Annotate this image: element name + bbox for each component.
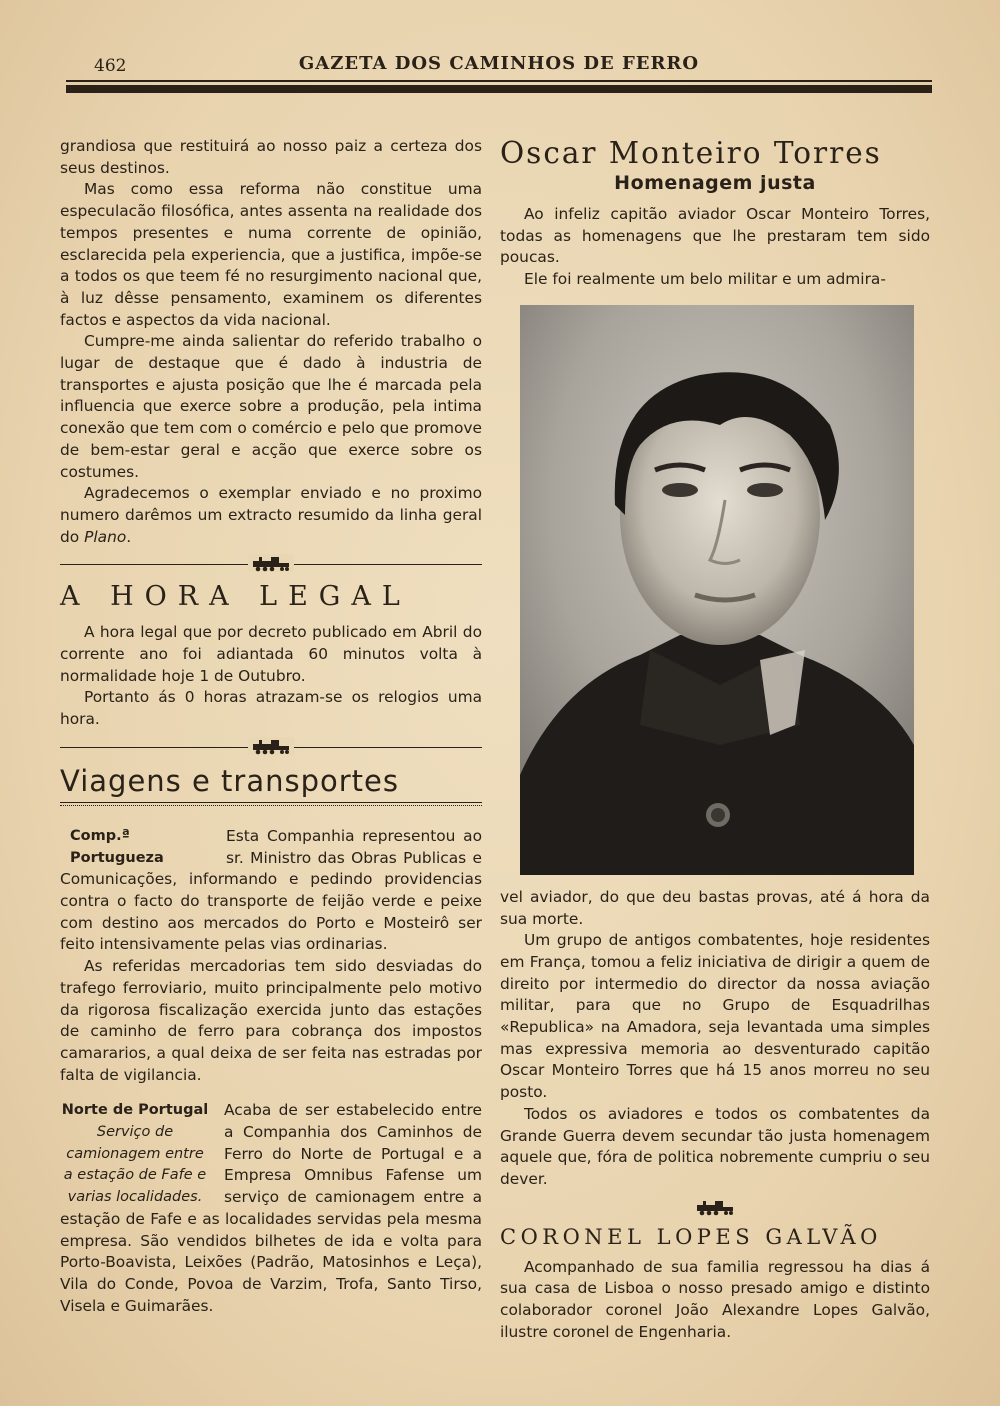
hora-paragraph-1: A hora legal que por decreto publicado em Abril do corrente ano foi adiantada 60 minutos volta à normalidade hoje 1 de Outubro. xyxy=(60,623,482,685)
oscar-paragraph-2b: vel aviador, do que deu bastas provas, até á hora da sua morte. xyxy=(500,887,930,928)
left-column xyxy=(60,136,482,1317)
item-paragraph: As referidas mercadorias tem sido desviadas do trafego ferroviario, muito principalmente pelo motivo da rigorosa fiscalização exercida junto das estações de caminho de ferro para cobrança dos impostos camararios, a qual deixa de ser feita nas estradas por falta de vigilancia. xyxy=(60,957,482,1084)
hora-paragraph-2: Portanto ás 0 horas atrazam-se os relogios uma hora. xyxy=(60,688,482,729)
intro-paragraph-4 xyxy=(60,483,482,548)
item-norte-de-portugal xyxy=(60,1100,482,1317)
locomotive-icon xyxy=(248,554,294,572)
item-companhia-portugueza xyxy=(60,826,482,1086)
viagens-heading: Viagens e transportes xyxy=(60,763,399,798)
locomotive-icon xyxy=(692,1198,738,1216)
item-paragraph: Acaba de ser estabelecido entre a Companhia dos Caminhos de Ferro do Norte de Portugal e a Empresa Omnibus Fafense um serviço de camionagem entre a estação de Fafe e as localidades servidas pela mesma empresa. São vendidos bilhetes de ida e volta para Porto-Boavista, Leixões (Padrão, Matosinhos e Leça), Vila do Conde, Povoa de Varzim, Trofa, Santo Tirso, Visela e Guimarães. xyxy=(60,1101,482,1315)
coronel-heading: CORONEL LOPES GALVÃO xyxy=(500,1224,882,1249)
intro-paragraph-2: Mas como essa reforma não constitue uma especulacão filosófica, antes assenta na realidade dos tempos presentes e numa corrente de opinião, esclarecida pela experiencia, que a justifica, impõe-se a todos os que teem fé no resurgimento nacional que, à luz dêsse pensamento, examinem os diferentes factos e aspectos da vida nacional. xyxy=(60,180,482,329)
item-sublabel: Serviço de camionagem entre a estação de Fafe e varias localidades. xyxy=(63,1124,207,1206)
section-divider xyxy=(60,736,482,758)
oscar-paragraph-1: Ao infeliz capitão aviador Oscar Monteiro Torres, todas as homenagens que lhe prestaram tem sido poucas. xyxy=(500,205,930,267)
portrait-photo xyxy=(520,305,914,875)
oscar-paragraph-2a: Ele foi realmente um belo militar e um admira- xyxy=(524,270,886,289)
page-number: 462 xyxy=(94,56,127,76)
intro-paragraph-3: Cumpre-me ainda salientar do referido trabalho o lugar de destaque que é dado à industria de transportes e ajusta posição que lhe é marcada pela influencia que exerce sobre a produção, pela intima conexão que tem com o comércio e pelo que promove de bem-estar geral e acção que exerce sobre os costumes. xyxy=(60,332,482,481)
intro-paragraph-1: grandiosa que restituirá ao nosso paiz a certeza dos seus destinos. xyxy=(60,137,482,177)
intro-p4-end: . xyxy=(126,527,132,546)
spacer xyxy=(60,1086,482,1100)
coronel-paragraph: Acompanhado de sua familia regressou ha dias á sua casa de Lisboa o nosso presado amigo e distinto colaborador coronel João Alexandre Lopes Galvão, ilustre coronel de Engenharia. xyxy=(500,1257,930,1341)
oscar-paragraph-3: Um grupo de antigos combatentes, hoje residentes em França, tomou a feliz iniciativa de dirigir a quem de direito por intermedio do director da nossa aviação militar, para que no Grupo de Esquadrilhas «Republica» na Amadora, seja levantada uma simples mas expressiva memoria ao desventurado capitão Oscar Monteiro Torres que há 15 anos morreu no seu posto. xyxy=(500,931,930,1102)
oscar-paragraph-4: Todos os aviadores e todos os combatentes da Grande Guerra devem secundar tão justa homenagem aquele que, fóra de politica nobremente cumpriu o seu dever. xyxy=(500,1104,930,1188)
item-label: Comp.ª Portugueza xyxy=(70,827,164,866)
page-header xyxy=(66,50,932,96)
intro-p4-text: Agradecemos o exemplar enviado e no proximo numero darêmos um extracto resumido da linha geral do xyxy=(60,484,482,546)
header-rule-thin xyxy=(66,80,932,82)
viagens-heading-rule xyxy=(60,802,482,806)
plano-italic: Plano xyxy=(84,527,127,546)
right-column xyxy=(500,136,930,1343)
section-divider xyxy=(60,553,482,575)
oscar-heading: Oscar Monteiro Torres xyxy=(500,136,882,170)
locomotive-icon xyxy=(248,737,294,755)
item-label: Norte de Portugal xyxy=(61,1102,209,1119)
masthead-title: GAZETA DOS CAMINHOS DE FERRO xyxy=(298,53,700,74)
item-label-block xyxy=(60,1100,210,1209)
oscar-subheading: Homenagem justa xyxy=(614,172,816,194)
item-paragraph: Esta Companhia representou ao sr. Ministro das Obras Publicas e Comunicações, informando e pedindo providencias contra o facto do transporte de feijão verde e peixe com destino aos mercados do Porto e Mosteirô ser feito intensivamente pelas vias ordinarias. xyxy=(60,826,482,954)
header-rule-thick xyxy=(66,85,932,93)
section-divider xyxy=(500,1197,930,1219)
hora-legal-heading: A HORA LEGAL xyxy=(60,581,411,613)
